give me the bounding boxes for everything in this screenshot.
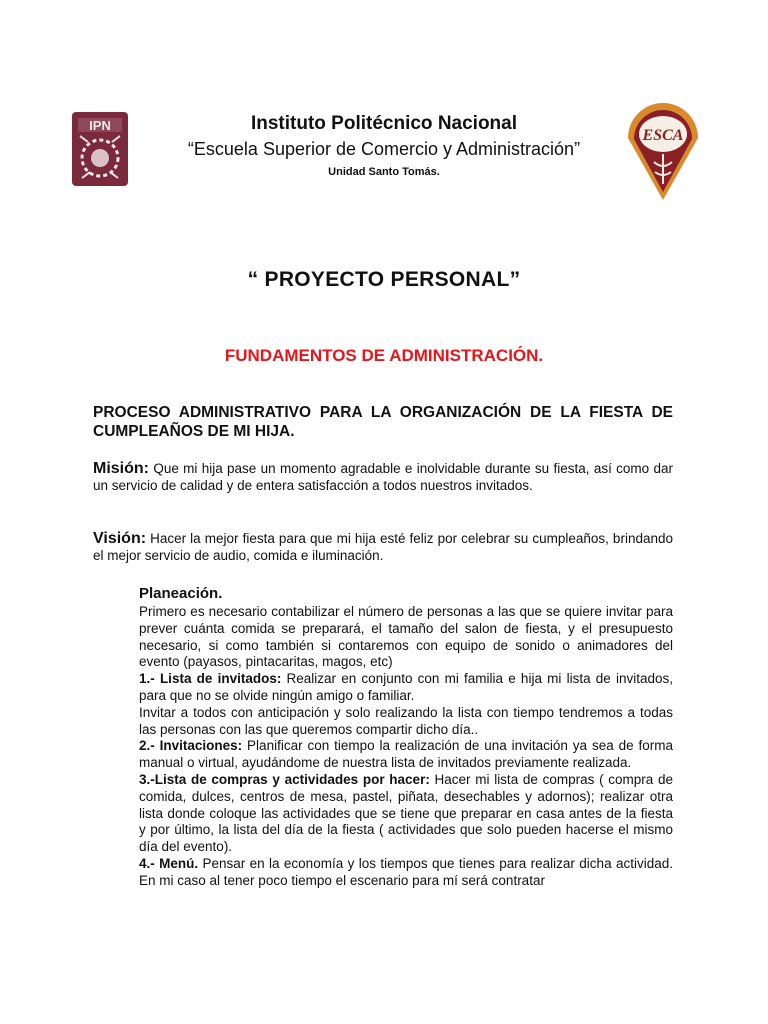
school-name: “Escuela Superior de Comercio y Administración” — [187, 139, 581, 159]
list-item — [139, 671, 673, 705]
planeacion-intro: Primero es necesario contabilizar el número de personas a las que se quiere invitar para prever cuánta comida se preparará, el tamaño del salon de fiesta, y el presupuesto necesario, si como también si contaremos con equipo de sonido o animadores del evento (payasos, pintacaritas, magos, etc) — [139, 604, 673, 670]
subject-title: FUNDAMENTOS DE ADMINISTRACIÓN. — [224, 346, 544, 365]
item-label: 4.- Menú. — [139, 855, 199, 871]
list-item — [139, 705, 673, 739]
item-label: 1.- Lista de invitados: — [139, 671, 282, 687]
unit-name: Unidad Santo Tomás. — [328, 166, 440, 178]
document-title: “ PROYECTO PERSONAL” — [247, 268, 521, 291]
svg-text:ESCA: ESCA — [642, 127, 684, 144]
mision-text: Que mi hija pase un momento agradable e inolvidable durante su fiesta, así como dar un servicio de calidad y de entera satisfacción a todos nuestros invitados. — [93, 461, 673, 493]
institution-name: Instituto Politécnico Nacional — [250, 113, 518, 134]
vision-label: Visión: — [93, 530, 147, 547]
mision-paragraph — [93, 461, 673, 495]
vision-text: Hacer la mejor fiesta para que mi hija esté feliz por celebrar su cumpleaños, brindando el mejor servicio de audio, comida e iluminación. — [93, 531, 673, 563]
item-text: Pensar en la economía y los tiempos que tienes para realizar dicha actividad. En mi caso al tener poco tiempo el escenario para mí será contratar — [139, 855, 673, 888]
list-item — [139, 856, 673, 890]
item-text: Planificar con tiempo la realización de una invitación ya sea de forma manual o virtual, ayudándome de nuestra lista de invitados previamente realizada. — [139, 738, 674, 771]
vision-paragraph — [93, 531, 673, 565]
item-text: Realizar en conjunto con mi familia e hija mi lista de invitados, para que no se olvide ningún amigo o familiar. — [139, 671, 673, 703]
item-label: 3.-Lista de compras y actividades por hacer: — [139, 771, 430, 787]
planeacion-title: Planeación. — [139, 585, 223, 602]
section-heading: PROCESO ADMINISTRATIVO PARA LA ORGANIZACIÓN DE LA FIESTA DE CUMPLEAÑOS DE MI HIJA. — [93, 404, 673, 440]
svg-text:IPN: IPN — [89, 118, 111, 133]
planeacion-section — [139, 584, 673, 890]
planeacion-body — [139, 604, 673, 890]
list-item — [139, 772, 673, 856]
item-text: Invitar a todos con anticipación y solo realizando la lista con tiempo tendremos a todas las personas con las que queremos compartir dicho día.. — [139, 704, 673, 737]
mision-label: Misión: — [93, 460, 149, 477]
item-text: Hacer mi lista de compras ( compra de comida, dulces, centros de mesa, pastel, piñata, desechables y adornos); realizar otra lista donde coloque las actividades que se tiene que preparar en casa antes de la fiesta y por último, la lista del día de la fiesta ( actividades que solo pueden hacerse el mismo día del evento). — [139, 771, 674, 855]
list-item — [139, 738, 673, 772]
item-label: 2.- Invitaciones: — [139, 738, 243, 754]
